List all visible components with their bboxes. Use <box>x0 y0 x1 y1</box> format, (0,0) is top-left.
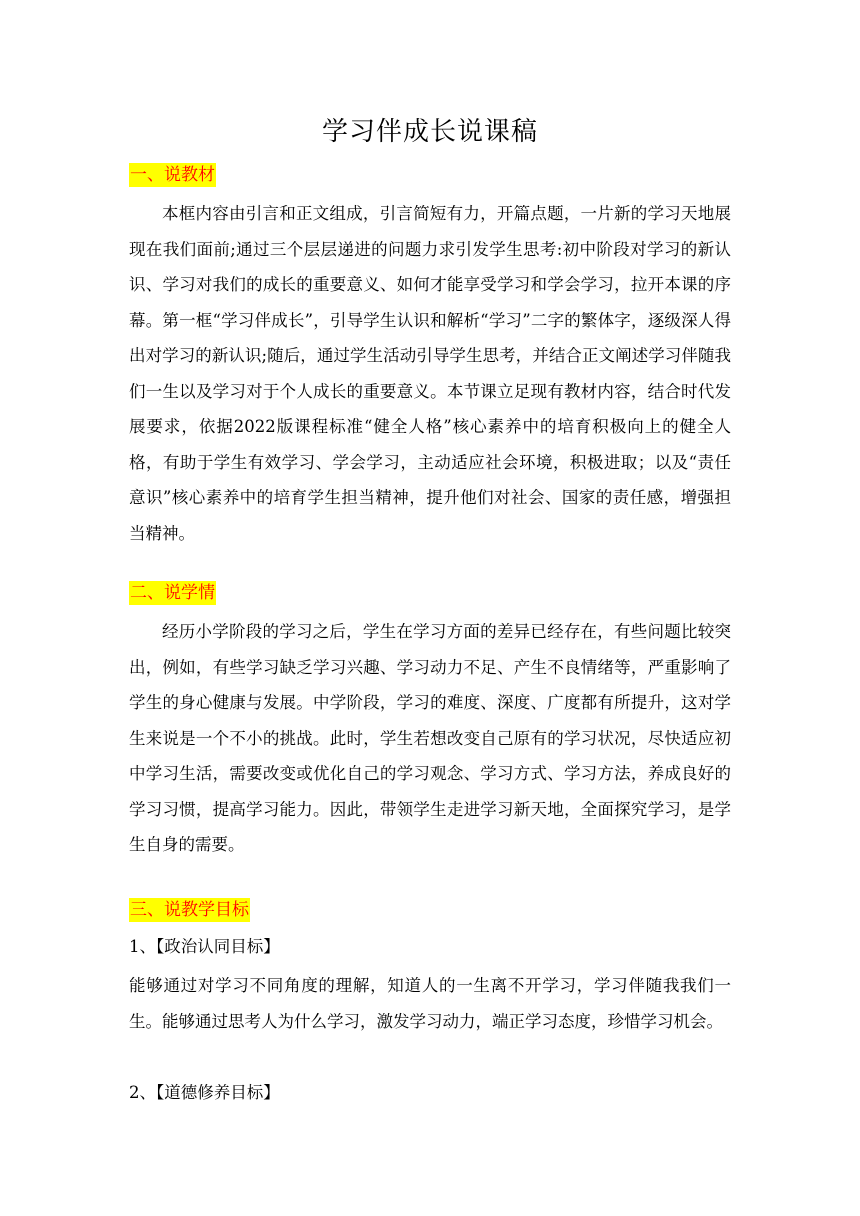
section-heading-learning-situation: 二、说学情 <box>130 583 215 603</box>
goal-item-label-moral: 2、【道德修养目标】 <box>129 1083 280 1102</box>
goal-item-label-political: 1、【政治认同目标】 <box>129 937 280 956</box>
section-heading-teaching-goals: 三、说教学目标 <box>130 900 249 920</box>
goal-item-text-political: 能够通过对学习不同角度的理解，知道人的一生离不开学习，学习伴随我我们一生。能够通过思考人为什么学习，激发学习动力，端正学习态度，珍惜学习机会。 <box>129 976 731 1031</box>
section-heading-textbook: 一、说教材 <box>130 165 215 185</box>
section-paragraph-learning-situation: 经历小学阶段的学习之后，学生在学习方面的差异已经存在，有些问题比较突出，例如，有些学习缺乏学习兴趣、学习动力不足、产生不良情绪等，严重影响了学生的身心健康与发展。中学阶段，学习的难度、深度、广度都有所提升，这对学生来说是一个不小的挑战。此时，学生若想改变自己原有的学习状况，尽快适应初中学习生活，需要改变或优化自己的学习观念、学习方式、学习方法，养成良好的学习习惯，提高学习能力。因此，带领学生走进学习新天地，全面探究学习，是学生自身的需要。 <box>129 622 731 854</box>
document-title: 学习伴成长说课稿 <box>321 117 538 147</box>
section-paragraph-textbook: 本框内容由引言和正文组成，引言简短有力，开篇点题，一片新的学习天地展现在我们面前;通过三个层层递进的问题力求引发学生思考:初中阶段对学习的新认识、学习对我们的成长的重要意义、如何才能享受学习和学会学习，拉开本课的序幕。第一框“学习伴成长”，引导学生认识和解析“学习”二字的繁体字，逐级深人得出对学习的新认识;随后，通过学生活动引导学生思考，并结合正文阐述学习伴随我们一生以及学习对于个人成长的重要意义。本节课立足现有教材内容，结合时代发展要求，依据2022版课程标准“健全人格”核心素养中的培育积极向上的健全人格，有助于学生有效学习、学会学习，主动适应社会环境，积极进取；以及“责任意识”核心素养中的培育学生担当精神，提升他们对社会、国家的责任感，增强担当精神。 <box>129 204 731 543</box>
